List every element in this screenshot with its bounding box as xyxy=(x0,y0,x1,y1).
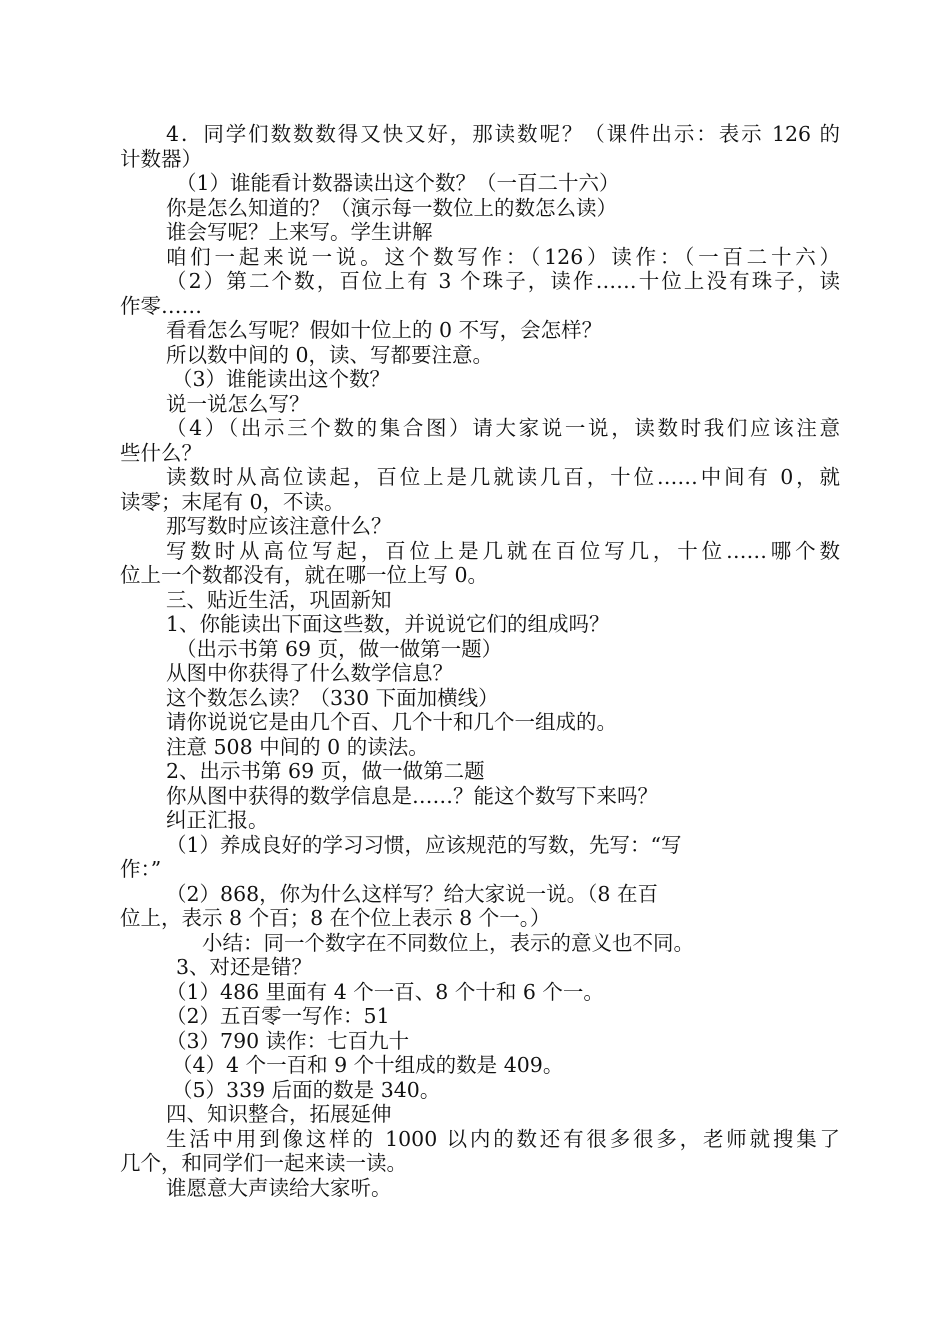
text-line: （2）第二个数，百位上有 3 个珠子，读作……十位上没有珠子，读 xyxy=(166,269,840,293)
text-line: （1）养成良好的学习习惯，应该规范的写数，先写：“写 xyxy=(166,832,682,857)
text-line: 咱们一起来说一说。这个数写作：（126）读作：（一百二十六） xyxy=(166,244,840,269)
text-line: 作：” xyxy=(120,857,162,881)
text-line: 4．同学们数数数得又快又好，那读数呢？（课件出示：表示 126 的 xyxy=(166,122,840,146)
text-line: 那写数时应该注意什么？ xyxy=(166,514,392,538)
text-line: 几个，和同学们一起来读一读。 xyxy=(120,1151,407,1175)
text-line: （3）谁能读出这个数？ xyxy=(172,367,391,391)
text-line: 位上一个数都没有，就在哪一位上写 0。 xyxy=(120,563,489,587)
text-line: 写数时从高位写起，百位上是几就在百位写几，十位……哪个数 xyxy=(166,538,840,563)
text-line: 谁愿意大声读给大家听。 xyxy=(166,1175,392,1200)
text-line: 位上，表示 8 个百；8 在个位上表示 8 个一。） xyxy=(120,906,551,930)
text-line: （2）868，你为什么这样写？给大家说一说。（8 在百 xyxy=(166,881,658,906)
text-line: 生活中用到像这样的 1000 以内的数还有很多很多，老师就搜集了 xyxy=(166,1126,840,1151)
text-line: 纠正汇报。 xyxy=(166,808,269,832)
text-line: 谁会写呢？上来写。学生讲解 xyxy=(166,220,433,244)
text-line: （1）486 里面有 4 个一百、8 个十和 6 个一。 xyxy=(166,979,604,1004)
text-line: 作零…… xyxy=(120,293,202,318)
text-line: 1、你能读出下面这些数，并说说它们的组成吗？ xyxy=(166,612,610,636)
text-line: 你从图中获得的数学信息是……？能这个数写下来吗？ xyxy=(166,783,658,808)
text-line: 小结：同一个数字在不同数位上，表示的意义也不同。 xyxy=(202,930,694,955)
text-line: 说一说怎么写？ xyxy=(166,391,310,416)
text-line: 四、知识整合，拓展延伸 xyxy=(166,1102,392,1126)
text-line: 从图中你获得了什么数学信息？ xyxy=(166,661,453,685)
text-line: （出示书第 69 页，做一做第一题） xyxy=(176,636,503,661)
text-line: （2）五百零一写作：51 xyxy=(166,1004,390,1028)
text-line: （3）790 读作：七百九十 xyxy=(166,1028,410,1053)
text-line: 你是怎么知道的？（演示每一数位上的数怎么读） xyxy=(166,195,617,220)
text-line: 请你说说它是由几个百、几个十和几个一组成的。 xyxy=(166,710,617,734)
text-line: 2、出示书第 69 页，做一做第二题 xyxy=(166,759,485,783)
text-line: 些什么？ xyxy=(120,440,202,465)
text-line: 读零；末尾有 0，不读。 xyxy=(120,489,345,514)
text-line: 三、贴近生活，巩固新知 xyxy=(166,587,392,612)
text-line: （1）谁能看计数器读出这个数？（一百二十六） xyxy=(176,171,620,195)
text-line: 这个数怎么读？（330 下面加横线） xyxy=(166,685,499,710)
text-line: 计数器） xyxy=(120,146,202,171)
text-line: （5）339 后面的数是 340。 xyxy=(172,1077,441,1102)
text-line: 所以数中间的 0，读、写都要注意。 xyxy=(166,342,494,367)
text-line: （4）4 个一百和 9 个十组成的数是 409。 xyxy=(172,1053,564,1077)
text-line: 看看怎么写呢？假如十位上的 0 不写，会怎样？ xyxy=(166,318,603,342)
text-line: 读数时从高位读起，百位上是几就读几百，十位……中间有 0，就 xyxy=(166,465,840,489)
text-line: 注意 508 中间的 0 的读法。 xyxy=(166,734,429,759)
text-line: 3、对还是错？ xyxy=(176,955,313,979)
document-body xyxy=(120,122,840,1200)
text-line: （4）（出示三个数的集合图）请大家说一说，读数时我们应该注意 xyxy=(166,416,840,440)
